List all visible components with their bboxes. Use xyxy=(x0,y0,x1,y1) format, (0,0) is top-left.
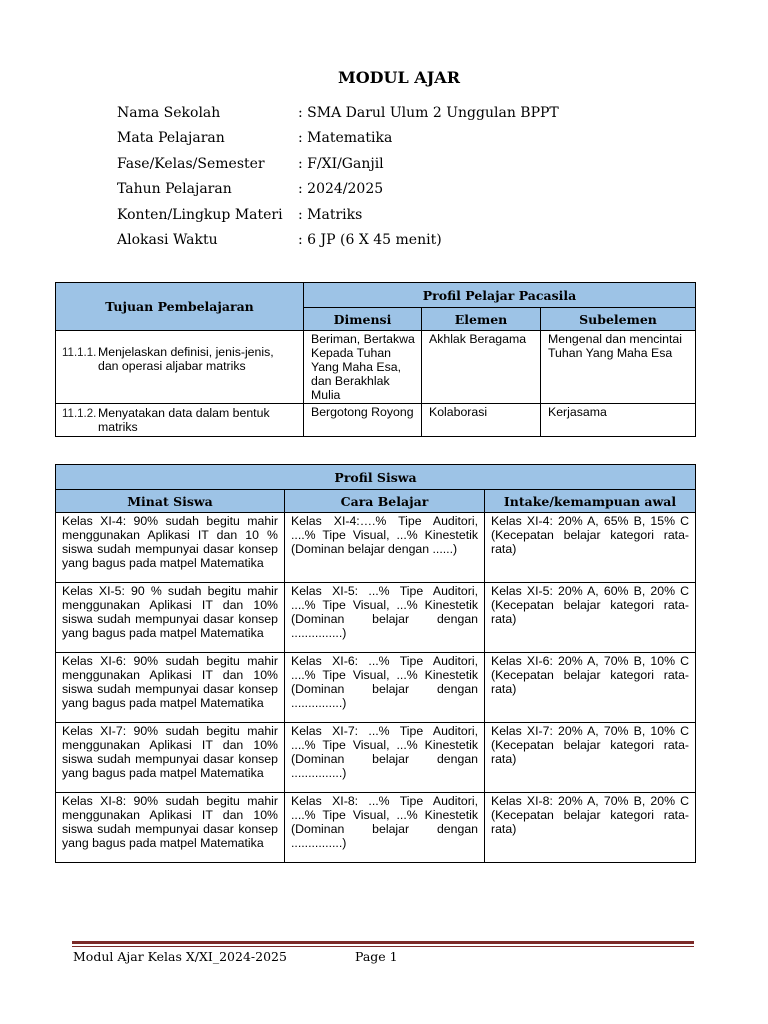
subelemen-cell: Kerjasama xyxy=(541,404,696,437)
table-row xyxy=(56,404,696,437)
minat-cell: Kelas XI-4: 90% sudah begitu mahir menggunakan Aplikasi IT dan 10 % siswa sudah mempunyai dasar konsep yang bagus pada matpel Matematika xyxy=(56,513,285,583)
table-row xyxy=(56,583,696,653)
table-row xyxy=(56,723,696,793)
objective-cell xyxy=(56,404,304,437)
intake-cell: Kelas XI-8: 20% A, 70% B, 20% C (Kecepatan belajar kategori rata-rata) xyxy=(485,793,696,863)
header-minat: Minat Siswa xyxy=(56,490,285,513)
info-label: Tahun Pelajaran xyxy=(117,181,232,198)
elemen-cell: Kolaborasi xyxy=(422,404,541,437)
header-profil-siswa: Profil Siswa xyxy=(56,465,696,490)
info-value: : SMA Darul Ulum 2 Unggulan BPPT xyxy=(298,105,559,121)
header-subelemen: Subelemen xyxy=(541,308,696,331)
footer-rule-thin xyxy=(72,946,694,947)
header-intake: Intake/kemampuan awal xyxy=(485,490,696,513)
header-tujuan: Tujuan Pembelajaran xyxy=(56,283,304,331)
objective-number: 11.1.2. xyxy=(62,408,97,420)
intake-cell: Kelas XI-5: 20% A, 60% B, 20% C (Kecepatan belajar kategori rata-rata) xyxy=(485,583,696,653)
info-label: Konten/Lingkup Materi xyxy=(117,206,283,223)
intake-cell: Kelas XI-4: 20% A, 65% B, 15% C (Kecepatan belajar kategori rata-rata) xyxy=(485,513,696,583)
cara-cell: Kelas XI-8: ...% Tipe Auditori, ....% Tipe Visual, ...% Kinestetik (Dominan belajar dengan ...............) xyxy=(285,793,485,863)
dimensi-cell: Beriman, Bertakwa Kepada Tuhan Yang Maha Esa, dan Berakhlak Mulia xyxy=(304,331,422,404)
table-row xyxy=(56,653,696,723)
header-elemen: Elemen xyxy=(422,308,541,331)
info-row-phase xyxy=(117,154,737,179)
cara-cell: Kelas XI-7: ...% Tipe Auditori, ....% Tipe Visual, ...% Kinestetik (Dominan belajar dengan ...............) xyxy=(285,723,485,793)
info-row-subject xyxy=(117,128,737,153)
table-row xyxy=(56,331,696,404)
elemen-cell: Akhlak Beragama xyxy=(422,331,541,404)
info-row-school xyxy=(117,103,737,128)
minat-cell: Kelas XI-8: 90% sudah begitu mahir menggunakan Aplikasi IT dan 10% siswa sudah mempunyai dasar konsep yang bagus pada matpel Matematika xyxy=(56,793,285,863)
info-row-time xyxy=(117,230,737,255)
learning-objectives-table xyxy=(55,282,696,437)
cara-cell: Kelas XI-5: ...% Tipe Auditori, ....% Tipe Visual, ...% Kinestetik (Dominan belajar dengan ...............) xyxy=(285,583,485,653)
intake-cell: Kelas XI-7: 20% A, 70% B, 10% C (Kecepatan belajar kategori rata-rata) xyxy=(485,723,696,793)
minat-cell: Kelas XI-6: 90% sudah begitu mahir menggunakan Aplikasi IT dan 10% siswa sudah mempunyai dasar konsep yang bagus pada matpel Matematika xyxy=(56,653,285,723)
info-row-content xyxy=(117,205,737,230)
footer-text: Modul Ajar Kelas X/XI_2024-2025 xyxy=(73,949,287,964)
header-dimensi: Dimensi xyxy=(304,308,422,331)
minat-cell: Kelas XI-5: 90 % sudah begitu mahir menggunakan Aplikasi IT dan 10% siswa sudah mempunyai dasar konsep yang bagus pada matpel Matematika xyxy=(56,583,285,653)
info-value: : F/XI/Ganjil xyxy=(298,155,384,172)
objective-number: 11.1.1. xyxy=(62,347,97,359)
info-label: Nama Sekolah xyxy=(117,105,221,121)
table-row xyxy=(56,513,696,583)
student-profile-table xyxy=(55,464,696,863)
subelemen-cell: Mengenal dan mencintai Tuhan Yang Maha Esa xyxy=(541,331,696,404)
info-label: Fase/Kelas/Semester xyxy=(117,155,265,172)
intake-cell: Kelas XI-6: 20% A, 70% B, 10% C (Kecepatan belajar kategori rata-rata) xyxy=(485,653,696,723)
table-row xyxy=(56,793,696,863)
objective-text: Menyatakan data dalam bentuk matriks xyxy=(98,406,270,434)
info-value: : 6 JP (6 X 45 menit) xyxy=(298,231,442,248)
cara-cell: Kelas XI-4:….% Tipe Auditori, ....% Tipe Visual, ...% Kinestetik (Dominan belajar dengan ......) xyxy=(285,513,485,583)
info-label: Alokasi Waktu xyxy=(117,231,218,248)
info-value: : Matriks xyxy=(298,206,363,223)
header-cara-belajar: Cara Belajar xyxy=(285,490,485,513)
info-value: : 2024/2025 xyxy=(298,181,384,198)
minat-cell: Kelas XI-7: 90% sudah begitu mahir menggunakan Aplikasi IT dan 10% siswa sudah mempunyai dasar konsep yang bagus pada matpel Matematika xyxy=(56,723,285,793)
header-profil: Profil Pelajar Pacasila xyxy=(304,283,696,308)
objective-text: Menjelaskan definisi, jenis-jenis, dan operasi aljabar matriks xyxy=(98,345,274,373)
cara-cell: Kelas XI-6: ...% Tipe Auditori, ....% Tipe Visual, ...% Kinestetik (Dominan belajar dengan ...............) xyxy=(285,653,485,723)
info-block xyxy=(117,103,737,255)
dimensi-cell: Bergotong Royong xyxy=(304,404,422,437)
document-title: MODUL AJAR xyxy=(338,68,460,87)
info-value: : Matematika xyxy=(298,130,393,147)
objective-cell xyxy=(56,331,304,404)
footer-rule-thick xyxy=(72,941,694,944)
info-label: Mata Pelajaran xyxy=(117,130,225,147)
page-number: Page 1 xyxy=(355,949,398,964)
info-row-year xyxy=(117,179,737,204)
